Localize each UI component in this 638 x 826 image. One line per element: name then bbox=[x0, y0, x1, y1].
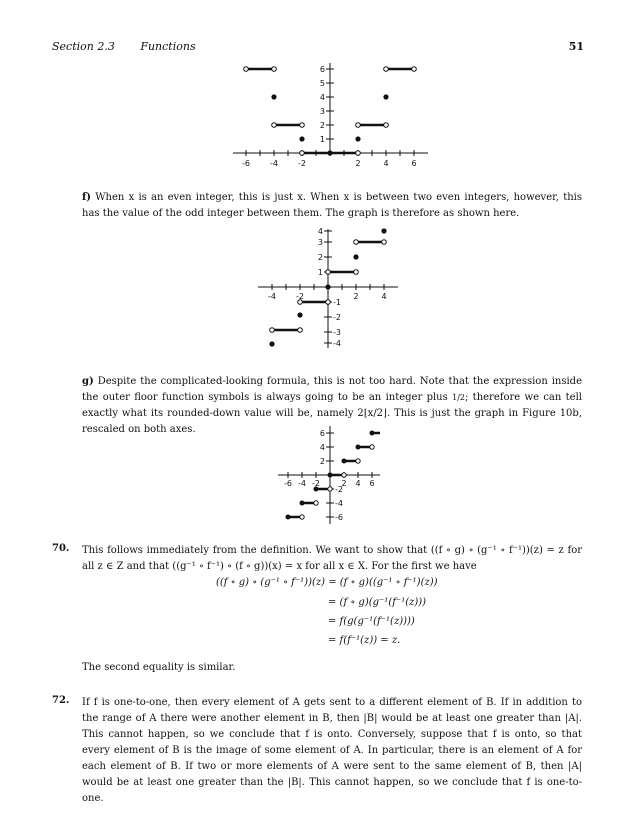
x-tick-label: 4 bbox=[355, 479, 361, 488]
x-tick-label: -6 bbox=[242, 159, 250, 168]
x-tick-label: -2 bbox=[312, 479, 320, 488]
y-tick-label: -6 bbox=[335, 513, 343, 522]
y-tick-label: 3 bbox=[317, 238, 323, 247]
problem-70-closing: The second equality is similar. bbox=[82, 662, 236, 673]
fraction-half: 1/2 bbox=[452, 393, 465, 402]
problem-72-number: 72. bbox=[52, 695, 70, 706]
x-tick-label: -2 bbox=[298, 159, 306, 168]
y-tick-label: 2 bbox=[319, 121, 325, 130]
graph-e bbox=[228, 60, 428, 172]
x-tick-label: 2 bbox=[355, 159, 361, 168]
graph-f bbox=[258, 226, 398, 350]
y-tick-label: 1 bbox=[317, 268, 323, 277]
y-tick-label: -2 bbox=[335, 485, 343, 494]
y-tick-label: 2 bbox=[317, 253, 323, 262]
y-tick-label: -3 bbox=[333, 328, 341, 337]
problem-70-text: This follows immediately from the definition. We want to show that ((f ∘ g) ∘ (g⁻¹ ∘ f⁻¹))(z) = z for all z ∈ Z and that ((g⁻¹ ∘ f⁻¹) ∘ (f ∘ g))(x) = x for all x ∈ X. For the first we have bbox=[82, 545, 582, 572]
x-tick-label: -2 bbox=[296, 292, 304, 301]
problem-70-number: 70. bbox=[52, 543, 70, 554]
x-tick-label: -4 bbox=[268, 292, 276, 301]
y-tick-label: -4 bbox=[333, 339, 341, 348]
graph-g bbox=[276, 424, 382, 526]
chapter-title: Functions bbox=[140, 40, 196, 53]
x-tick-label: 6 bbox=[411, 159, 417, 168]
y-tick-label: 5 bbox=[319, 79, 325, 88]
x-tick-label: -4 bbox=[298, 479, 306, 488]
equation-line-3: = f(g(g⁻¹(f⁻¹(z)))) bbox=[328, 616, 415, 627]
y-tick-label: 4 bbox=[319, 93, 325, 102]
x-tick-label: -4 bbox=[270, 159, 278, 168]
x-tick-label: -6 bbox=[284, 479, 292, 488]
part-f-body: When x is an even integer, this is just x. When x is between two even integers, however, this has the value of the odd integer between them. The graph is therefore as shown here. bbox=[82, 192, 582, 219]
y-tick-label: 4 bbox=[319, 443, 325, 452]
x-tick-label: 4 bbox=[381, 292, 387, 301]
part-g-body-b: ; therefore we can tell exactly what its rounded-down value will be, namely 2⌊x/2⌋. This is just the graph in Figure 10b, rescaled on both axes. bbox=[82, 392, 582, 435]
page-number: 51 bbox=[568, 40, 584, 53]
y-tick-label: 6 bbox=[319, 65, 325, 74]
equation-line-1: ((f ∘ g) ∘ (g⁻¹ ∘ f⁻¹))(z) = (f ∘ g)((g⁻¹ ∘ f⁻¹)(z)) bbox=[216, 577, 438, 588]
y-tick-label: 3 bbox=[319, 107, 325, 116]
part-g-body-a: Despite the complicated-looking formula, this is not too hard. Note that the expression inside the outer floor function symbols is always going to be an integer plus bbox=[82, 376, 582, 403]
running-header bbox=[52, 40, 196, 53]
part-f-label: f) bbox=[82, 192, 92, 203]
problem-72-text: If f is one-to-one, then every element of A gets sent to a different element of B. If in addition to the range of A there were another element in B, then |B| would be at least one greater than |A|. This cannot happen, so we conclude that f is onto. Conversely, suppose that f is onto, so that every element of B is the image of some element of A. In particular, there is an element of A for each element of B. If two or more elements of A were sent to the same element of B, then |A| would be at least one greater than the |B|. This cannot happen, so we conclude that f is one-to-one. bbox=[82, 697, 582, 804]
x-tick-label: 4 bbox=[383, 159, 389, 168]
part-g-label: g) bbox=[82, 376, 94, 387]
part-f-text bbox=[82, 190, 582, 222]
y-tick-label: 4 bbox=[317, 227, 323, 236]
y-tick-label: 2 bbox=[319, 457, 325, 466]
y-tick-label: 1 bbox=[319, 135, 325, 144]
y-tick-label: -2 bbox=[333, 313, 341, 322]
section-label: Section 2.3 bbox=[52, 40, 115, 53]
x-tick-label: 2 bbox=[341, 479, 347, 488]
x-tick-label: 2 bbox=[353, 292, 359, 301]
y-tick-label: -4 bbox=[335, 499, 343, 508]
y-tick-label: 6 bbox=[319, 429, 325, 438]
equation-line-2: = (f ∘ g)(g⁻¹(f⁻¹(z))) bbox=[328, 597, 427, 608]
equation-line-4: = f(f⁻¹(z)) = z. bbox=[328, 635, 401, 646]
x-tick-label: 6 bbox=[369, 479, 375, 488]
y-tick-label: -1 bbox=[333, 298, 341, 307]
